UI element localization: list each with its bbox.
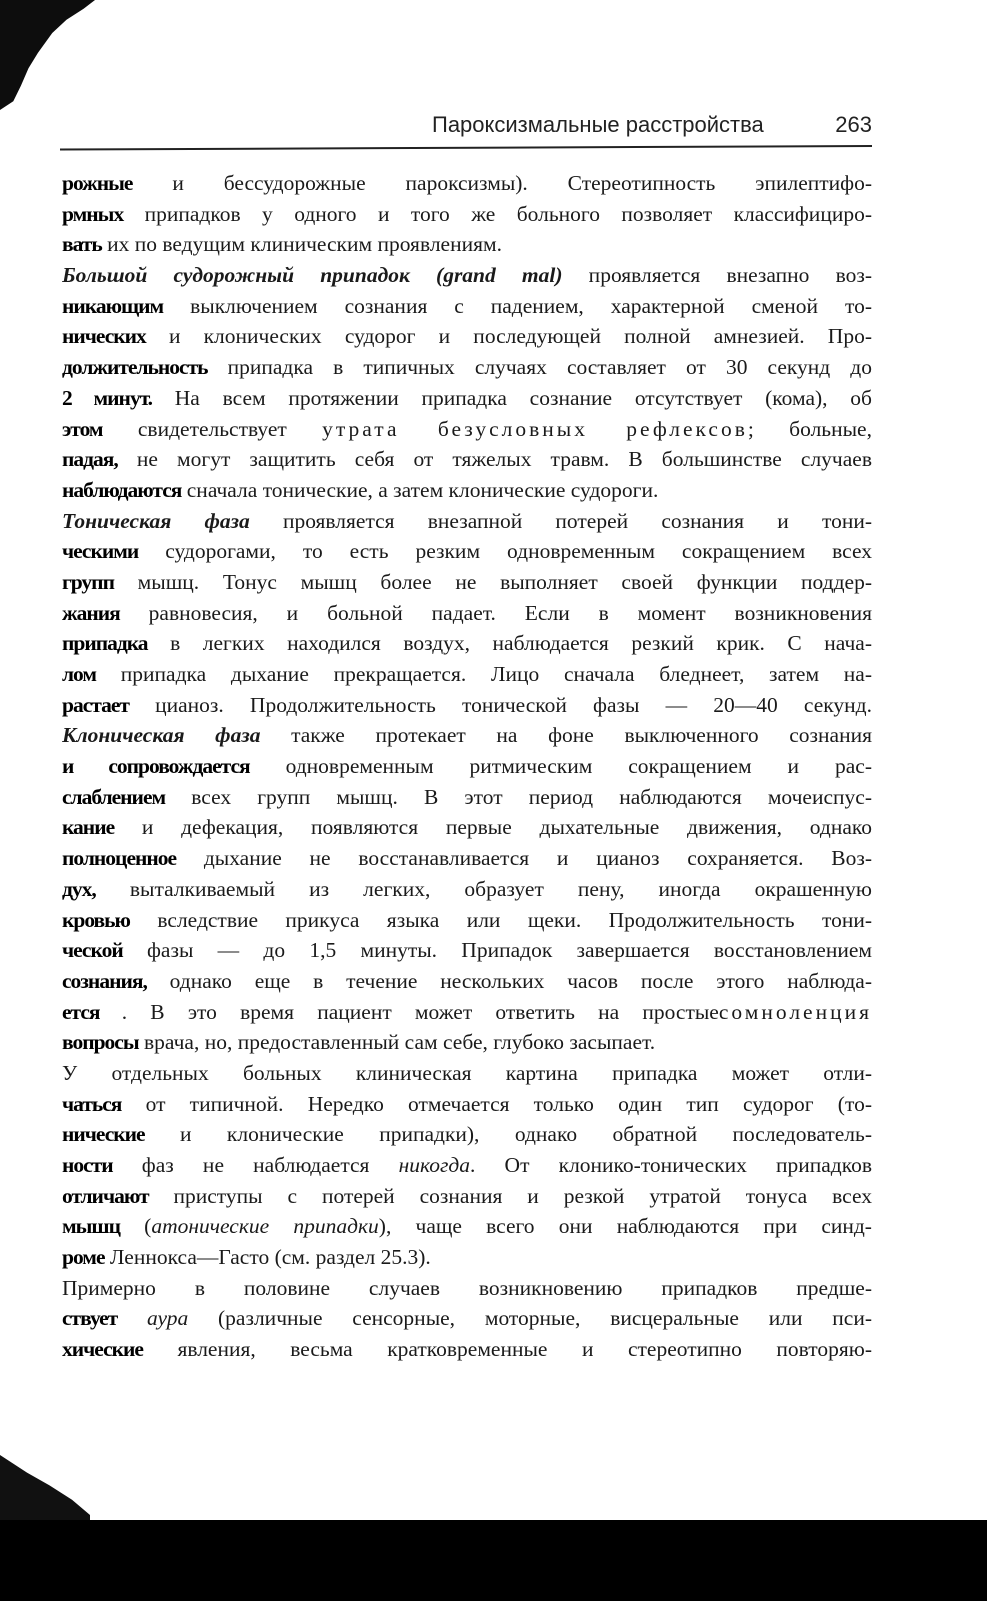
line-margin-fragment: рмных	[62, 201, 124, 226]
line-text: сначала тонические, а затем клонические судороги.	[181, 477, 659, 502]
text-line	[62, 506, 872, 537]
line-text: равновесия, и больной падает. Если в момент возникновения	[119, 600, 872, 625]
term-italic-heading: Тоническая фаза	[62, 508, 250, 533]
text-line	[62, 812, 872, 843]
line-margin-fragment: ствует	[62, 1306, 118, 1331]
text-line	[62, 1273, 872, 1304]
line-text: не могут защитить себя от тяжелых травм. В большинстве случаев	[117, 447, 872, 472]
text-line	[62, 475, 872, 506]
line-text: свидетельствует	[102, 416, 323, 441]
line-text: фазы — до 1,5 минуты. Припадок завершается восстановлением	[122, 938, 872, 963]
line-text: дыхание не восстанавливается и цианоз сохраняется. Воз-	[176, 846, 872, 871]
line-margin-fragment: ческой	[62, 938, 123, 963]
text-line	[62, 260, 872, 291]
line-text: от типичной. Нередко отмечается только один тип судорог (то-	[121, 1091, 872, 1116]
line-text-continued: ), чаще всего они наблюдаются при синд-	[378, 1214, 872, 1239]
text-line	[62, 997, 872, 1028]
line-text: в легких находился воздух, наблюдается резкий крик. С нача-	[147, 631, 872, 656]
line-text: припадка в типичных случаях составляет от 30 секунд до	[207, 355, 872, 380]
text-line	[62, 1303, 872, 1334]
line-text: припадков у одного и того же больного позволяет классифициро-	[123, 201, 872, 226]
text-line	[62, 291, 872, 322]
text-line	[62, 1242, 872, 1273]
line-margin-fragment: дух,	[62, 876, 96, 901]
text-line	[62, 199, 872, 230]
text-line	[62, 598, 872, 629]
text-line	[62, 352, 872, 383]
line-margin-fragment: ности	[62, 1153, 113, 1177]
line-text: вследствие прикуса языка или щеки. Продолжительность тони-	[129, 907, 872, 932]
line-margin-fragment: припадка	[62, 631, 148, 656]
line-text: всех групп мышц. В этот период наблюдаются мочеиспус-	[165, 784, 872, 809]
line-text: На всем протяжении припадка сознание отсутствует (кома), об	[152, 385, 872, 410]
italic-text: аура	[146, 1306, 189, 1331]
text-line	[62, 751, 872, 782]
line-margin-fragment: вать	[62, 232, 102, 257]
line-text: выталкиваемый из легких, образует пену, иногда окрашенную	[95, 876, 872, 901]
line-text: проявляется внезапной потерей сознания и тони-	[249, 508, 872, 533]
line-margin-fragment: нические	[62, 1122, 145, 1147]
line-text: цианоз. Продолжительность тонической фазы — 20—40 секунд.	[128, 692, 872, 717]
line-text: (	[119, 1214, 152, 1239]
text-line	[62, 874, 872, 905]
scan-shadow-top	[0, 0, 95, 110]
line-margin-fragment: жания	[62, 600, 120, 625]
line-text: также протекает на фоне выключенного сознания	[260, 723, 872, 748]
line-margin-fragment: кание	[62, 815, 115, 840]
text-line	[62, 1211, 872, 1242]
line-text: Леннокса—Гасто (см. раздел 25.3).	[104, 1245, 431, 1270]
text-line	[62, 1181, 872, 1212]
page-number: 263	[835, 112, 872, 137]
line-text-continued: . От клонико-тонических припадков	[470, 1153, 872, 1177]
text-line	[62, 1150, 872, 1181]
line-text: мышц. Тонус мышц более не выполняет своей функции поддер-	[113, 569, 872, 594]
italic-text: никогда	[398, 1153, 470, 1177]
line-text: и клонических судорог и последующей полной амнезией. Про-	[145, 324, 872, 349]
italic-text: атонические припадки	[151, 1214, 379, 1239]
running-head	[432, 112, 872, 142]
text-line	[62, 414, 872, 445]
text-line	[62, 843, 872, 874]
line-text: проявляется внезапно воз-	[562, 263, 872, 288]
line-margin-fragment: сознания,	[62, 968, 147, 993]
text-line	[62, 966, 872, 997]
text-line	[62, 690, 872, 721]
line-margin-fragment: должительность	[62, 355, 208, 380]
line-margin-fragment: полноценное	[62, 846, 177, 871]
term-bold-italic: Большой судорожный припадок (grand mal)	[62, 263, 563, 288]
text-line	[62, 536, 872, 567]
line-margin-fragment: слаблением	[62, 784, 166, 809]
line-margin-fragment: чаться	[62, 1091, 122, 1116]
text-line	[62, 567, 872, 598]
line-margin-fragment: кровью	[62, 907, 130, 932]
text-line	[62, 168, 872, 199]
line-margin-fragment: групп	[62, 569, 114, 594]
line-text: фаз не наблюдается	[112, 1153, 399, 1177]
line-text: У отдельных больных клиническая картина припадка может отли-	[62, 1060, 872, 1085]
text-line	[62, 1334, 872, 1365]
line-text: их по ведущим клиническим проявлениям.	[101, 232, 502, 257]
text-line	[62, 659, 872, 690]
line-margin-fragment: лом	[62, 662, 97, 686]
header-rule	[60, 145, 872, 151]
text-line	[62, 782, 872, 813]
text-line	[62, 321, 872, 352]
line-margin-fragment: мышц	[62, 1214, 120, 1239]
text-line	[62, 935, 872, 966]
text-line	[62, 628, 872, 659]
line-text: . В это время пациент может ответить на простые	[121, 999, 719, 1024]
spaced-text: утрата безусловных рефлексов	[322, 416, 748, 441]
line-margin-fragment: рожные	[62, 171, 133, 195]
text-line	[62, 905, 872, 936]
spaced-text: сомноленция	[718, 999, 872, 1024]
line-margin-fragment: и сопровождается	[62, 754, 250, 779]
text-line	[62, 383, 872, 414]
page-body	[62, 168, 872, 1365]
line-text: врача, но, предоставленный сам себе, глубоко засыпает.	[138, 1030, 656, 1055]
text-line	[62, 1058, 872, 1089]
line-text: Примерно в половине случаев возникновению припадков предше-	[62, 1275, 872, 1300]
line-margin-fragment: падая,	[62, 447, 118, 472]
line-text: выключением сознания с падением, характерной сменой то-	[163, 293, 872, 318]
line-margin-fragment: нических	[62, 324, 146, 349]
line-margin-fragment: никающим	[62, 293, 164, 318]
term-italic-heading: Клоническая фаза	[62, 723, 261, 748]
header-title: Пароксизмальные расстройства	[432, 112, 764, 137]
line-margin-fragment: этом	[62, 416, 103, 441]
text-line	[62, 1119, 872, 1150]
line-text: однако еще в течение нескольких часов после этого наблюда-	[146, 968, 872, 993]
text-line	[62, 720, 872, 751]
line-margin-fragment: отличают	[62, 1183, 149, 1208]
line-margin-fragment: 2 минут.	[62, 385, 153, 410]
line-text: припадка дыхание прекращается. Лицо сначала бледнеет, затем на-	[96, 662, 872, 686]
line-text-continued: (различные сенсорные, моторные, висцеральные или пси-	[188, 1306, 872, 1331]
line-margin-fragment: наблюдаются	[62, 477, 182, 502]
line-text-continued: ; больные,	[747, 416, 872, 441]
line-margin-fragment: роме	[62, 1245, 105, 1270]
line-text	[117, 1306, 147, 1330]
text-line	[62, 1089, 872, 1120]
line-margin-fragment: ется	[62, 999, 122, 1024]
line-margin-fragment: хические	[62, 1337, 143, 1362]
line-text: и дефекация, появляются первые дыхательные движения, однако	[114, 815, 872, 840]
scan-border-bottom	[0, 1520, 987, 1601]
line-margin-fragment: вопросы	[62, 1030, 139, 1055]
line-text: судорогами, то есть резким одновременным сокращением всех	[138, 539, 872, 564]
line-text: явления, весьма кратковременные и стереотипно повторяю-	[142, 1337, 872, 1362]
line-margin-fragment: ческими	[62, 539, 139, 564]
line-margin-fragment: растает	[62, 692, 129, 717]
line-text: одновременным ритмическим сокращением и рас-	[249, 754, 872, 779]
text-line	[62, 229, 872, 260]
line-text: приступы с потерей сознания и резкой утратой тонуса всех	[148, 1183, 872, 1208]
text-line	[62, 444, 872, 475]
line-text: и клонические припадки), однако обратной последователь-	[144, 1122, 872, 1147]
line-text: и бессудорожные пароксизмы). Стереотипность эпилептифо-	[132, 171, 872, 195]
text-line	[62, 1027, 872, 1058]
